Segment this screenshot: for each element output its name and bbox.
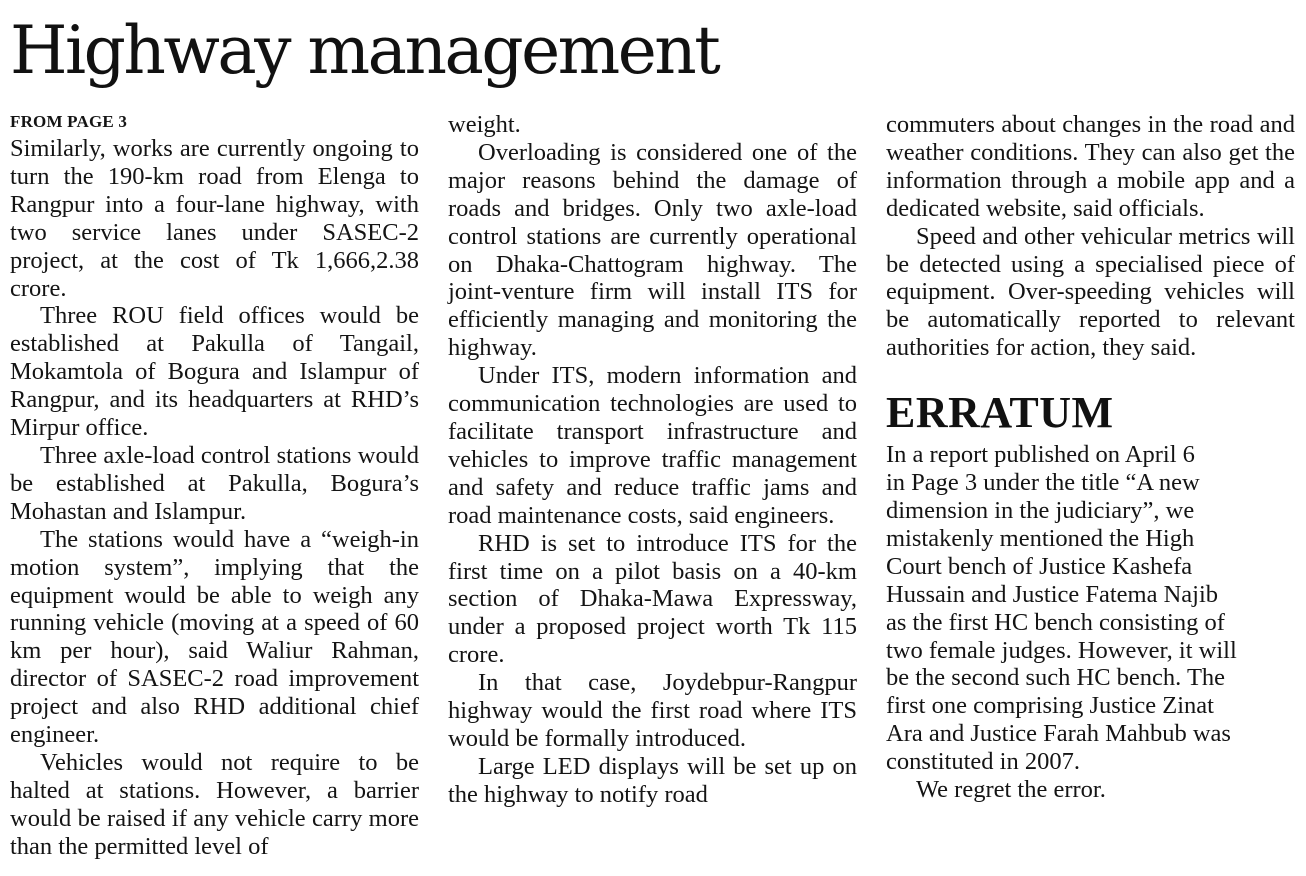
erratum-line: first one comprising Justice Zinat bbox=[886, 692, 1214, 720]
paragraph: Vehicles would not require to be halted at stations. However, a barrier would be raised if any vehicle carry more than the permitted level of bbox=[10, 748, 419, 860]
paragraph: In that case, Joydebpur-Rangpur highway would the first road where ITS would be formally introduced. bbox=[448, 669, 857, 752]
paragraph: Large LED displays will be set up on the highway to notify road bbox=[448, 752, 857, 808]
paragraph: The stations would have a “weigh-in motion system”, implying that the equipment would be able to weigh any running vehicle (moving at a speed of 60 km per hour), said Waliur Rahman, director of SASEC-2 road improvement project and also RHD additional chief engineer. bbox=[10, 525, 419, 749]
paragraph: Similarly, works are currently ongoing to turn the 190-km road from Elenga to Rangpur into a four-lane highway, with two service lanes under SASEC-2 project, at the cost of Tk 1,666,2.38 crore. bbox=[10, 135, 419, 302]
erratum-line: In a report published on April 6 bbox=[886, 441, 1195, 469]
erratum-line: Court bench of Justice Kashefa bbox=[886, 552, 1193, 580]
paragraph: Under ITS, modern information and communication technologies are used to facilitate transport infrastructure and vehicles to improve traffic management and safety and reduce traffic jams and road maintenance costs, said engineers. bbox=[448, 362, 857, 529]
erratum-line: Hussain and Justice Fatema Najib bbox=[886, 580, 1219, 608]
article-column-2 bbox=[448, 111, 857, 809]
paragraph: Speed and other vehicular metrics will be detected using a specialised piece of equipment. Over-speeding vehicles will be automatically reported to relevant authorities for action, they said. bbox=[886, 222, 1295, 362]
erratum-closing: We regret the error. bbox=[916, 776, 1106, 804]
erratum-line: in Page 3 under the title “A new bbox=[886, 469, 1200, 497]
article-column-3 bbox=[886, 111, 1295, 804]
paragraph: Overloading is considered one of the major reasons behind the damage of roads and bridges. Only two axle-load control stations are currently operational on Dhaka-Chattogram highway. The joint-venture firm will install ITS for efficiently managing and monitoring the highway. bbox=[448, 138, 857, 362]
erratum-line: as the first HC bench consisting of bbox=[886, 608, 1225, 636]
article-column-1 bbox=[10, 111, 419, 861]
paragraph: weight. bbox=[448, 111, 521, 138]
erratum-line: two female judges. However, it will bbox=[886, 636, 1237, 664]
paragraph: Three ROU field offices would be established at Pakulla of Tangail, Mokamtola of Bogura and Islampur of Rangpur, and its headquarters at RHD’s Mirpur office. bbox=[10, 302, 419, 442]
erratum-line: mistakenly mentioned the High bbox=[886, 524, 1195, 552]
paragraph: commuters about changes in the road and weather conditions. They can also get the information through a mobile app and a dedicated website, said officials. bbox=[886, 111, 1295, 222]
paragraph: Three axle-load control stations would be established at Pakulla, Bogura’s Mohastan and Islampur. bbox=[10, 441, 419, 525]
paragraph: RHD is set to introduce ITS for the first time on a pilot basis on a 40-km section of Dhaka-Mawa Expressway, under a proposed project worth Tk 115 crore. bbox=[448, 529, 857, 669]
erratum-title: ERRATUM bbox=[886, 388, 1114, 438]
erratum-line: dimension in the judiciary”, we bbox=[886, 496, 1195, 524]
erratum-line: be the second such HC bench. The bbox=[886, 664, 1226, 692]
erratum-line: constituted in 2007. bbox=[886, 748, 1080, 776]
erratum-text bbox=[886, 441, 1295, 776]
erratum-box bbox=[886, 389, 1295, 804]
headline: Highway management bbox=[10, 12, 719, 89]
erratum-line: Ara and Justice Farah Mahbub was bbox=[886, 720, 1231, 748]
kicker: FROM PAGE 3 bbox=[10, 112, 128, 131]
